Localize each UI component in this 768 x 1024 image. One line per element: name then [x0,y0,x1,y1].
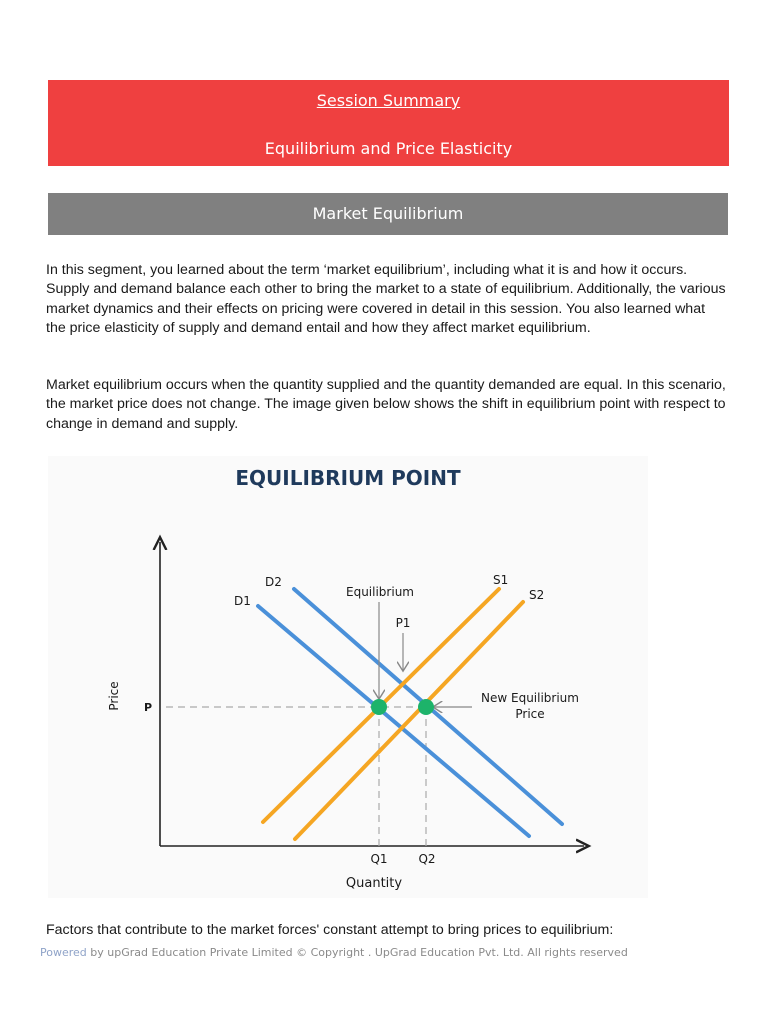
figure-title: EQUILIBRIUM POINT [235,466,461,490]
session-title: Session Summary [316,91,461,110]
q1-tick-label: Q1 [370,852,388,866]
footer-powered: Powered [40,946,87,959]
new-equilibrium-label-1: New Equilibrium [481,691,579,705]
q2-tick-label: Q2 [418,852,436,866]
footer-copyright [40,946,628,959]
x-axis-label: Quantity [345,876,403,891]
session-topic: Equilibrium and Price Elasticity [264,139,513,158]
equilibrium-point [371,699,387,715]
session-header [48,80,729,166]
new-equilibrium-label-2: Price [515,707,545,721]
new-equilibrium-point [418,699,434,715]
d1-label: D1 [234,594,251,608]
equilibrium-figure [48,456,648,898]
price-tick-label: P [144,701,153,714]
factors-paragraph: Factors that contribute to the market forces' constant attempt to bring prices to equilibrium: [46,922,614,938]
section-title: Market Equilibrium [48,193,728,235]
intro-paragraph: In this segment, you learned about the term ‘market equilibrium’, including what it is and how it occurs. Supply and demand balance each other to bring the market to a state of equilibrium. Additionally, the various market dynamics and their effects on pricing were covered in detail in this session. You also learned what the price elasticity of supply and demand entail and how they affect market equilibrium. [46,262,726,337]
definition-paragraph: Market equilibrium occurs when the quantity supplied and the quantity demanded are equal. In this scenario, the market price does not change. The image given below shows the shift in equilibrium point with respect to change in demand and supply. [46,377,726,432]
equilibrium-diagram [48,456,648,898]
s2-label: S2 [529,588,545,602]
d2-label: D2 [265,575,282,589]
equilibrium-label: Equilibrium [346,585,414,599]
p1-label: P1 [395,616,411,630]
s1-label: S1 [493,573,509,587]
footer-rest: by upGrad Education Private Limited © Copyright . UpGrad Education Pvt. Ltd. All rights reserved [86,946,628,959]
y-axis-label: Price [107,681,121,711]
